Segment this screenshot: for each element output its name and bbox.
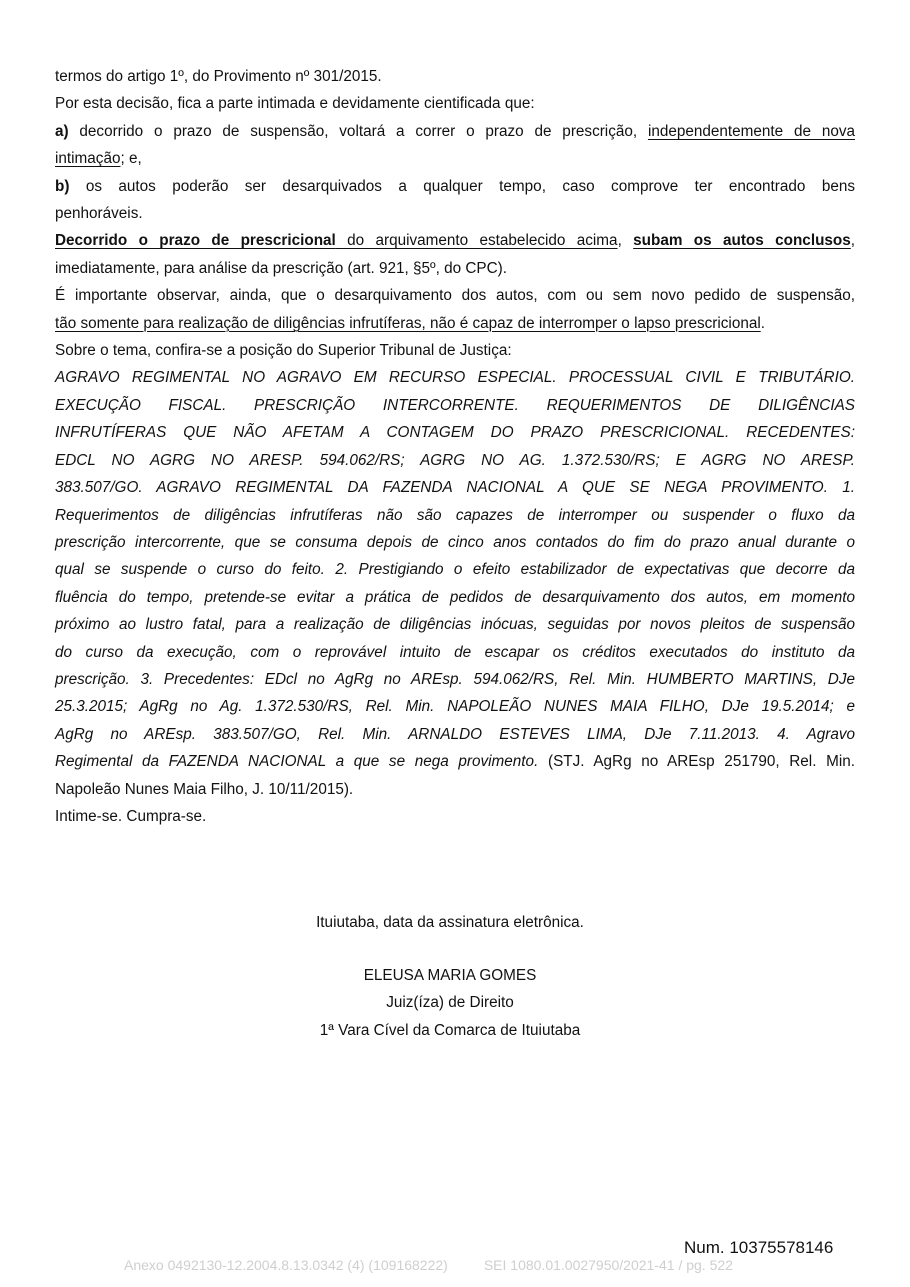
item-a-line-1	[55, 118, 855, 145]
signer-court: 1ª Vara Cível da Comarca de Ituiutaba	[319, 1022, 581, 1039]
place-date: Ituiutaba, data da assinatura eletrônica.	[316, 914, 584, 931]
item-a-underlined-2: intimação	[55, 150, 121, 168]
ementa-line: prescrição intercorrente, que se consuma depois de cinco anos contados do fim do prazo anual durante o	[55, 533, 855, 551]
observe-underlined: tão somente para realização de diligências infrutíferas, não é capaz de interromper o lapso prescricional	[55, 314, 761, 332]
ementa-line: EDCL NO AGRG NO ARESP. 594.062/RS; AGRG NO AG. 1.372.530/RS; E AGRG NO ARESP.	[55, 451, 855, 469]
annex-reference: Anexo 0492130-12.2004.8.13.0342 (4) (109168222)	[124, 1257, 448, 1273]
ementa-line: 383.507/GO. AGRAVO REGIMENTAL DA FAZENDA NACIONAL A QUE SE NEGA PROVIMENTO. 1.	[55, 479, 855, 497]
ementa-block	[55, 364, 855, 803]
document-number: Num. 10375578146	[684, 1238, 834, 1257]
intro-paragraph-2: Por esta decisão, fica a parte intimada e devidamente cientificada que:	[55, 95, 535, 113]
ementa-citation: (STJ. AgRg no AREsp 251790, Rel. Min.	[538, 753, 855, 771]
item-a-label: a)	[55, 122, 69, 140]
ementa-line: próximo ao lustro fatal, para a realização de diligências inócuas, seguidas por novos pleitos de suspensão	[55, 616, 855, 634]
ementa-line: 25.3.2015; AgRg no Ag. 1.372.530/RS, Rel. Min. NAPOLEÃO NUNES MAIA FILHO, DJe 19.5.2014; e	[55, 698, 855, 716]
ementa-last-italic: Regimental da FAZENDA NACIONAL a que se nega provimento.	[55, 753, 539, 771]
closing-text: Intime-se. Cumpra-se.	[55, 807, 207, 825]
ementa-last-line	[55, 748, 855, 775]
signer-role: Juiz(íza) de Direito	[386, 994, 514, 1011]
item-b-text: os autos poderão ser desarquivados a qualquer tempo, caso comprove ter encontrado bens	[69, 177, 855, 195]
tema-paragraph: Sobre o tema, confira-se a posição do Superior Tribunal de Justiça:	[55, 342, 512, 360]
item-b-line-2: penhoráveis.	[55, 205, 143, 223]
intro-paragraph-1: termos do artigo 1º, do Provimento nº 301/2015.	[55, 68, 382, 85]
footer-watermark	[124, 1257, 733, 1273]
ementa-line: AgRg no AREsp. 383.507/GO, Rel. Min. ARNALDO ESTEVES LIMA, DJe 7.11.2013. 4. Agravo	[55, 725, 855, 743]
ementa-line: AGRAVO REGIMENTAL NO AGRAVO EM RECURSO ESPECIAL. PROCESSUAL CIVIL E TRIBUTÁRIO.	[55, 369, 855, 387]
ementa-line: qual se suspende o curso do feito. 2. Prestigiando o efeito estabilizador de expectativas que decorre da	[55, 561, 855, 579]
signer-name: ELEUSA MARIA GOMES	[363, 967, 537, 984]
observe-tail: .	[760, 314, 765, 332]
item-a-text: decorrido o prazo de suspensão, voltará a correr o prazo de prescrição,	[68, 122, 648, 140]
item-a-line-2	[55, 145, 855, 172]
observe-line-2	[55, 310, 855, 337]
decorrido-normal-1: do arquivamento estabelecido acima	[335, 232, 618, 250]
decorrido-tail: ,	[850, 232, 856, 250]
item-a-underlined-1: independentemente de nova	[647, 122, 855, 140]
decorrido-bold-1: Decorrido o prazo de prescricional	[55, 232, 336, 250]
decorrido-line-2: imediatamente, para análise da prescrição (art. 921, §5º, do CPC).	[55, 259, 507, 277]
ementa-line: fluência do tempo, pretende-se evitar a prática de pedidos de desarquivamento dos autos, em momento	[55, 588, 855, 606]
ementa-line: Requerimentos de diligências infrutíferas não são capazes de interromper ou suspender o fluxo da	[55, 506, 855, 524]
decorrido-line-1	[55, 227, 855, 254]
item-b-label: b)	[55, 177, 70, 195]
observe-line-1: É importante observar, ainda, que o desarquivamento dos autos, com ou sem novo pedido de suspensão,	[55, 287, 855, 305]
ementa-line: prescrição. 3. Precedentes: EDcl no AgRg no AREsp. 594.062/RS, Rel. Min. HUMBERTO MARTINS, DJe	[55, 670, 855, 688]
item-a-tail: ; e,	[120, 150, 142, 168]
decorrido-bold-2: subam os autos conclusos	[633, 232, 851, 250]
document-body	[55, 63, 855, 830]
ementa-line: INFRUTÍFERAS QUE NÃO AFETAM A CONTAGEM DO PRAZO PRESCRICIONAL. RECEDENTES:	[55, 424, 855, 442]
decorrido-separator: ,	[617, 232, 634, 250]
ementa-line: do curso da execução, com o reprovável intuito de escapar os créditos executados do instituto da	[55, 643, 855, 661]
ementa-citation-end: Napoleão Nunes Maia Filho, J. 10/11/2015).	[55, 780, 354, 798]
item-b-line-1	[55, 173, 855, 200]
ementa-line: EXECUÇÃO FISCAL. PRESCRIÇÃO INTERCORRENTE. REQUERIMENTOS DE DILIGÊNCIAS	[55, 396, 855, 414]
decorrido-underlined-phrase	[55, 232, 618, 249]
sei-reference: SEI 1080.01.0027950/2021-41 / pg. 522	[483, 1257, 733, 1273]
